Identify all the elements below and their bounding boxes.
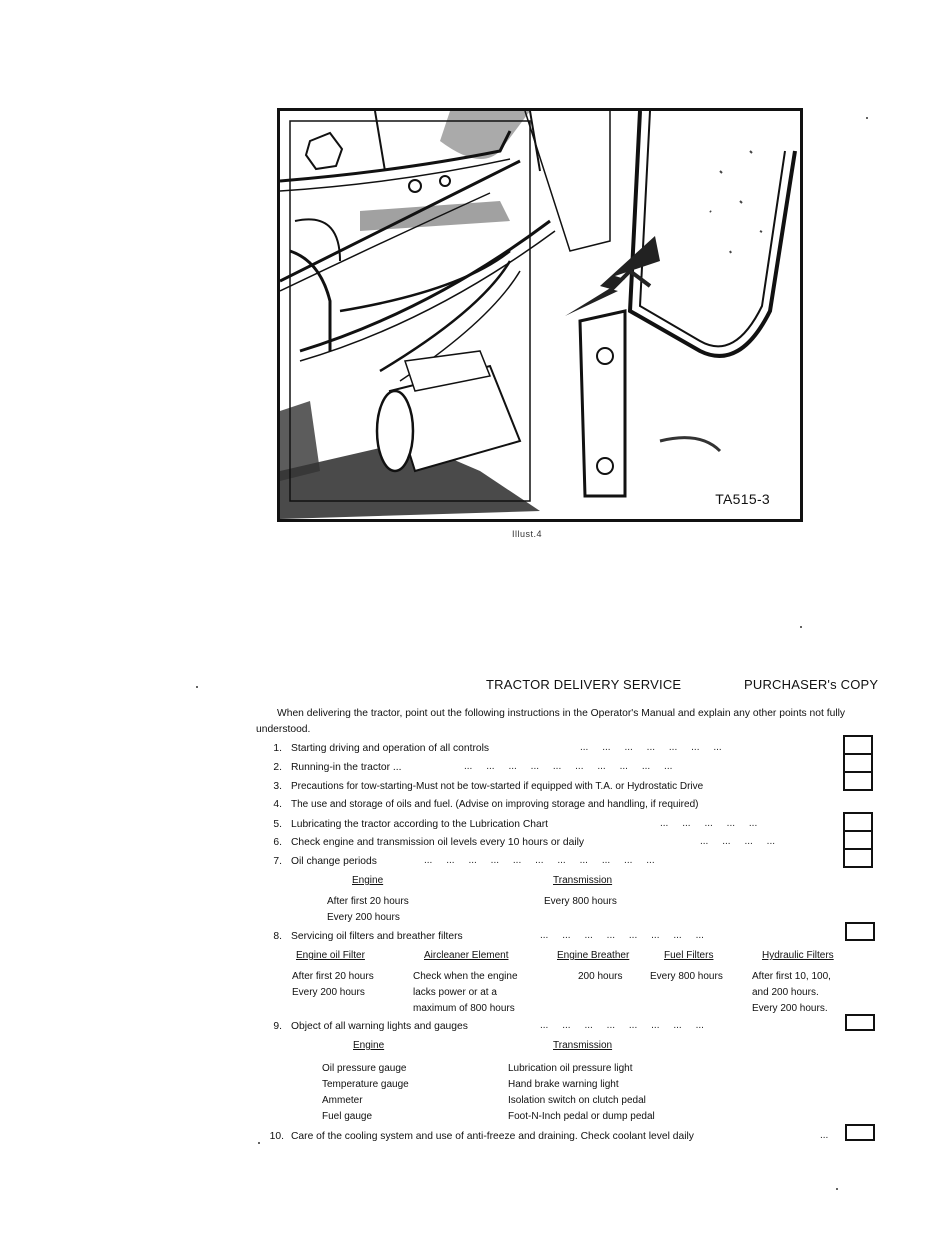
checkbox-item-10[interactable] [845,1124,875,1141]
warning-transmission-item: Isolation switch on clutch pedal [508,1095,646,1106]
item-number: 5. [273,819,282,830]
leader-dots: ... ... ... ... ... ... ... [580,742,722,753]
scan-speck [258,1142,260,1144]
filter-cell: Every 200 hours. [752,1003,828,1014]
scan-speck [800,626,802,628]
checkbox-item-7[interactable] [843,848,873,868]
item-text: Check engine and transmission oil levels every 10 hours or daily [291,837,585,848]
warning-engine-header: Engine [353,1040,385,1051]
item-number: 9. [273,1021,282,1032]
oil-change-transmission-line: Every 800 hours [544,896,617,907]
scan-speck [196,686,198,688]
filter-header-hydraulic: Hydraulic Filters [762,950,834,961]
item-number: 4. [273,799,282,810]
warning-engine-item: Fuel gauge [322,1111,373,1122]
warning-transmission-item: Lubrication oil pressure light [508,1063,633,1074]
filter-cell: Every 200 hours [292,987,365,998]
item-number: 2. [273,762,282,773]
leader-dots: ... ... ... ... ... ... ... ... [540,1020,704,1031]
item-text: Oil change periods [291,856,377,867]
scan-speck [836,1188,838,1190]
leader-dots: ... ... ... ... ... ... ... ... ... ... [464,761,673,772]
item-text: Running-in the tractor ... [291,762,402,773]
checkbox-item-8[interactable] [845,922,875,941]
scan-speck [866,117,868,119]
warning-transmission-item: Foot-N-Inch pedal or dump pedal [508,1111,655,1122]
item-number: 3. [273,781,282,792]
filter-cell: lacks power or at a [413,987,497,998]
item-number: 10. [269,1131,284,1142]
item-number: 1. [273,743,282,754]
item-text: Object of all warning lights and gauges [291,1021,468,1032]
intro-paragraph: When delivering the tractor, point out the following instructions in the Operator's Manual and explain any other points not fully understood. [256,708,846,735]
warning-engine-item: Oil pressure gauge [322,1063,407,1074]
item-text: Lubricating the tractor according to the Lubrication Chart [291,819,548,830]
oil-change-engine-line: After first 20 hours [327,896,409,907]
warning-engine-item: Temperature gauge [322,1079,409,1090]
leader-dots: ... ... ... ... [700,836,776,847]
oil-change-engine-line: Every 200 hours [327,912,400,923]
filter-cell: Check when the engine [413,971,518,982]
leader-dots: ... ... ... ... ... [660,818,758,829]
item-number: 7. [273,856,282,867]
figure-code-label: TA515-3 [715,491,770,507]
item-number: 6. [273,837,282,848]
oil-change-engine-header: Engine [352,875,384,886]
warning-transmission-item: Hand brake warning light [508,1079,619,1090]
illustration-photo [277,108,803,522]
item-text: Care of the cooling system and use of anti-freeze and draining. Check coolant level daily [291,1131,694,1142]
filter-header-engine-breather: Engine Breather [557,950,630,961]
checkbox-item-1[interactable] [843,735,873,753]
engine-photo-graphic [280,111,800,519]
leader-dots: ... [820,1130,829,1141]
filter-cell: After first 10, 100, [752,971,831,982]
checkbox-group-items-1-3 [843,735,873,791]
oil-change-transmission-header: Transmission [553,875,613,886]
checkbox-item-6[interactable] [843,830,873,848]
warning-engine-item: Ammeter [322,1095,363,1106]
filter-cell: and 200 hours. [752,987,819,998]
checkbox-item-9[interactable] [845,1014,875,1031]
filter-cell: After first 20 hours [292,971,374,982]
checkbox-group-items-5-7 [843,812,873,868]
filter-cell: maximum of 800 hours [413,1003,515,1014]
checkbox-item-2[interactable] [843,753,873,771]
item-text: The use and storage of oils and fuel. (Advise on improving storage and handling, if required) [291,799,699,810]
filter-header-engine-oil: Engine oil Filter [296,950,365,961]
filter-header-aircleaner: Aircleaner Element [424,950,509,961]
filter-cell: Every 800 hours [650,971,723,982]
copy-label: PURCHASER's COPY [744,677,879,692]
leader-dots: ... ... ... ... ... ... ... ... [540,930,704,941]
filter-cell: 200 hours [578,971,623,982]
warning-transmission-header: Transmission [553,1040,613,1051]
checkbox-item-3[interactable] [843,771,873,791]
item-text: Servicing oil filters and breather filters [291,931,463,942]
item-text: Precautions for tow-starting-Must not be tow-started if equipped with T.A. or Hydrostatic Drive [291,781,704,792]
checkbox-item-5[interactable] [843,812,873,830]
page-title: TRACTOR DELIVERY SERVICE [486,677,682,692]
filter-header-fuel: Fuel Filters [664,950,714,961]
item-text: Starting driving and operation of all controls [291,743,490,754]
leader-dots: ... ... ... ... ... ... ... ... ... ... ... [424,855,655,866]
figure-caption: Illust.4 [512,529,543,539]
item-number: 8. [273,931,282,942]
